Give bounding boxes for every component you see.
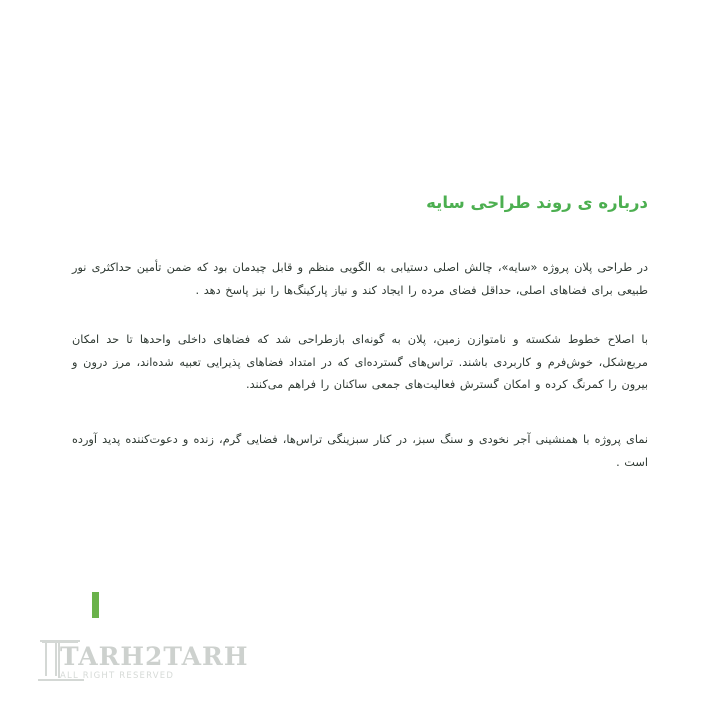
accent-bar xyxy=(92,592,99,618)
body-paragraph-3: نمای پروژه با همنشینی آجر نخودی و سنگ سبز، در کنار سبزینگی تراس‌ها، فضایی گرم، زنده و دعوت‌کننده پدید آورده است . xyxy=(72,433,648,469)
body-paragraph-1: در طراحی پلان پروژه «سایه»، چالش اصلی دستیابی به الگویی منظم و قابل چیدمان بود که ضمن تأمین حداکثری نور طبیعی برای فضاهای اصلی، حداقل فضای مرده را ایجاد کند و نیاز پارکینگ‌ها را نیز پاسخ دهد . xyxy=(72,261,648,297)
body-paragraph-2: با اصلاح خطوط شکسته و نامتوازن زمین، پلان به گونه‌ای بازطراحی شد که فضاهای داخلی واحدها تا حد امکان مربع‌شکل، خوش‌فرم و کاربردی باشند. تراس‌های گسترده‌ای که در امتداد فضاهای پذیرایی تعبیه شده‌اند، مرز درون و بیرون را کمرنگ کرده و امکان گسترش فعالیت‌های جمعی ساکنان را فراهم می‌کنند. xyxy=(72,333,648,392)
logo-text xyxy=(60,644,248,681)
logo-name: TARH2TARH xyxy=(60,642,249,671)
page-title: درباره ی روند طراحی سایه xyxy=(426,193,648,213)
logo-tagline: ALL RIGHT RESERVED xyxy=(60,671,175,681)
